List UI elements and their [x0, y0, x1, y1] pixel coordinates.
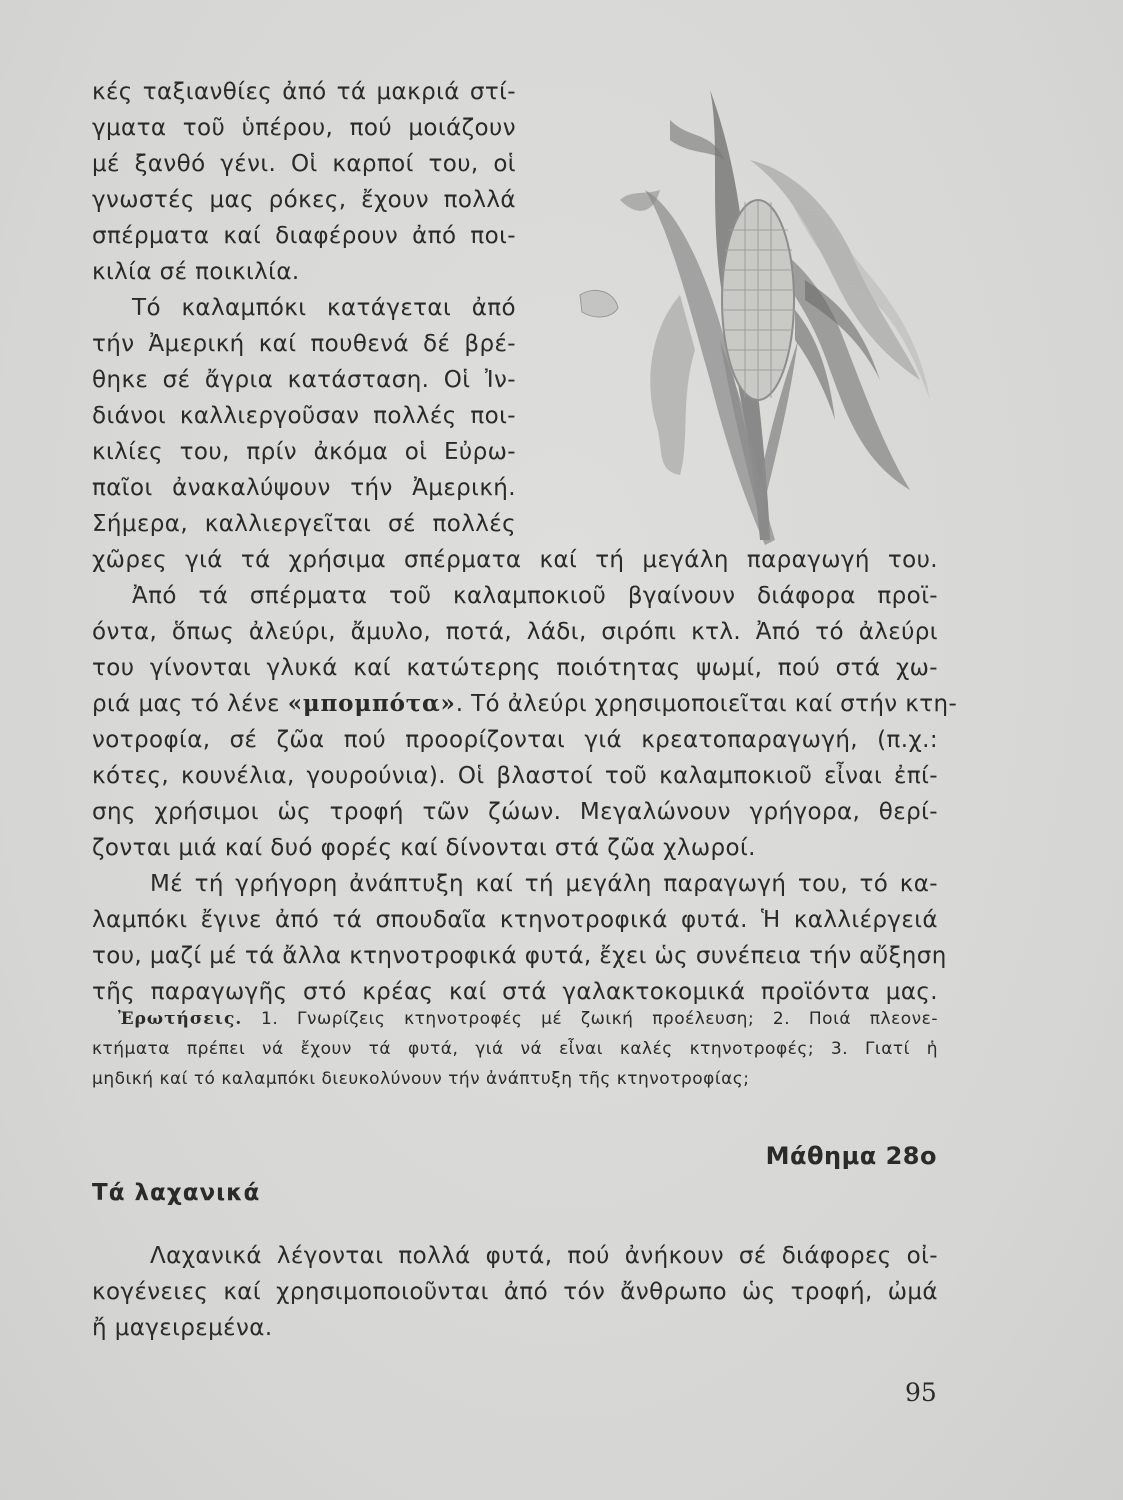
text-line: κιλία σέ ποικιλία.	[92, 259, 300, 285]
text-line: κιλίες του, πρίν ἀκόμα οἱ Εὐρω-	[92, 439, 516, 465]
text-fragment: ριά μας τό λένε	[92, 691, 288, 717]
text-line: ἤ μαγειρεμένα.	[92, 1315, 273, 1341]
text-line: Ἀπό τά σπέρματα τοῦ καλαμποκιοῦ βγαίνουν διάφορα προϊ-	[132, 583, 938, 609]
text-line: τῆς παραγωγῆς στό κρέας καί στά γαλακτοκομικά προϊόντα μας.	[92, 979, 938, 1005]
text-line: κές ταξιανθίες ἀπό τά μακριά στί-	[92, 79, 516, 105]
lesson-title: Μάθημα 28ο	[765, 1142, 937, 1170]
corn-cob-illustration	[560, 80, 940, 550]
text-line: μέ ξανθό γένι. Οἱ καρποί του, οἱ	[92, 151, 516, 177]
text-line: τήν Ἀμερική καί πουθενά δέ βρέ-	[92, 331, 516, 357]
text-line: του γίνονται γλυκά καί κατώτερης ποιότητας ψωμί, πού στά χω-	[92, 655, 938, 681]
text-line: χῶρες γιά τά χρήσιμα σπέρματα καί τή μεγάλη παραγωγή του.	[92, 547, 938, 573]
text-line: θηκε σέ ἄγρια κατάσταση. Οἱ Ἰν-	[92, 367, 516, 393]
main-text-column	[92, 542, 958, 1010]
text-line: ζονται μιά καί δυό φορές καί δίνονται στά ζῶα χλωροί.	[92, 835, 756, 861]
text-line: κογένειες καί χρησιμοποιοῦνται ἀπό τόν ἄνθρωπο ὡς τροφή, ὠμά	[92, 1279, 938, 1305]
question-line: κτήματα πρέπει νά ἔχουν τά φυτά, γιά νά εἶναι καλές κτηνοτροφές; 3. Γιατί ἡ	[92, 1039, 938, 1059]
question-line	[92, 1004, 938, 1034]
question-line: μηδική καί τό καλαμπόκι διευκολύνουν τήν ἀνάπτυξη τῆς κτηνοτροφίας;	[92, 1069, 750, 1089]
text-line: Τό καλαμπόκι κατάγεται ἀπό	[132, 295, 516, 321]
question-text: 1. Γνωρίζεις κτηνοτροφές μέ ζωική προέλευση; 2. Ποιά πλεονε-	[242, 1009, 938, 1029]
questions-label: Ἐρωτήσεις.	[118, 1009, 243, 1029]
section-title: Τά λαχανικά	[92, 1180, 261, 1206]
questions-block	[92, 1004, 938, 1094]
text-line: γνωστές μας ρόκες, ἔχουν πολλά	[92, 187, 516, 213]
text-line-with-bold	[92, 686, 958, 722]
text-fragment: . Τό ἀλεύρι χρησιμοποιεῖται καί στήν κτη-	[455, 691, 958, 717]
text-line: σπέρματα καί διαφέρουν ἀπό ποι-	[92, 223, 516, 249]
text-line: παῖοι ἀνακαλύψουν τήν Ἀμερική.	[92, 475, 516, 501]
text-line: κότες, κουνέλια, γουρούνια). Οἱ βλαστοί τοῦ καλαμποκιοῦ εἶναι ἐπί-	[92, 763, 938, 789]
text-line: σης χρήσιμοι ὡς τροφή τῶν ζώων. Μεγαλώνουν γρήγορα, θερί-	[92, 799, 938, 825]
text-line: του, μαζί μέ τά ἄλλα κτηνοτροφικά φυτά, ἔχει ὡς συνέπεια τήν αὔξηση	[92, 943, 947, 969]
text-line: όντα, ὅπως ἀλεύρι, ἄμυλο, ποτά, λάδι, σιρόπι κτλ. Ἀπό τό ἀλεύρι	[92, 619, 938, 645]
page-number: 95	[905, 1378, 937, 1407]
text-line: Σήμερα, καλλιεργεῖται σέ πολλές	[92, 511, 516, 537]
text-line: Μέ τή γρήγορη ἀνάπτυξη καί τή μεγάλη παραγωγή του, τό κα-	[150, 871, 938, 897]
text-line: διάνοι καλλιεργοῦσαν πολλές ποι-	[92, 403, 516, 429]
bold-term: «μπομπότα»	[287, 690, 456, 717]
text-line: Λαχανικά λέγονται πολλά φυτά, πού ἀνήκουν σέ διάφορες οἰ-	[150, 1243, 938, 1269]
text-line: γματα τοῦ ὑπέρου, πού μοιάζουν	[92, 115, 516, 141]
text-line: νοτροφία, σέ ζῶα πού προορίζονται γιά κρεατοπαραγωγή, (π.χ.:	[92, 727, 938, 753]
upper-text-column	[92, 74, 516, 542]
text-line: λαμπόκι ἔγινε ἀπό τά σπουδαῖα κτηνοτροφικά φυτά. Ἡ καλλιέργειά	[92, 907, 938, 933]
final-text-column	[92, 1238, 938, 1346]
